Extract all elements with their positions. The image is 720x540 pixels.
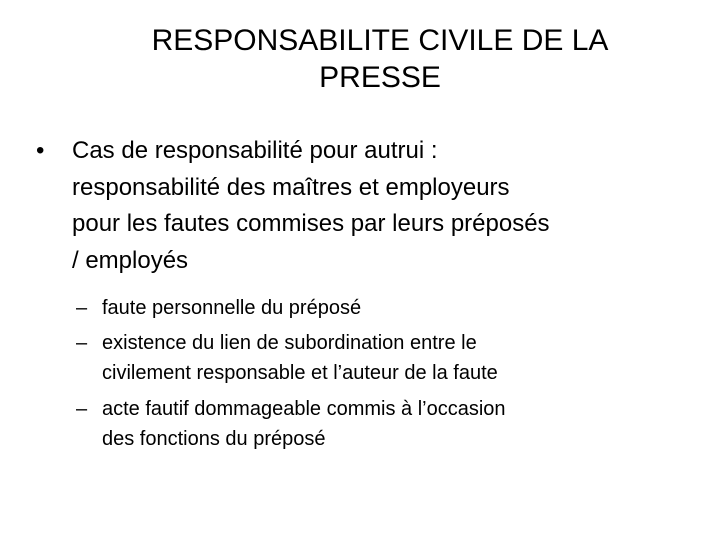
sub-bullet-line: civilement responsable et l’auteur de la faute <box>102 362 498 384</box>
main-bullet-line-3: pour les fautes commises par leurs préposés <box>72 210 550 237</box>
sub-bullet-item <box>76 293 676 323</box>
main-bullet-line-2: responsabilité des maîtres et employeurs <box>72 173 510 201</box>
sub-bullet-list <box>76 293 676 460</box>
sub-bullet-item <box>76 328 676 388</box>
slide-title <box>40 22 720 96</box>
title-line-1: RESPONSABILITE CIVILE DE LA <box>151 24 609 57</box>
dash-icon: – <box>76 297 88 319</box>
dash-icon: – <box>76 398 88 420</box>
sub-bullet-line: existence du lien de subordination entre le <box>102 332 477 354</box>
main-bullet-row <box>36 133 696 279</box>
main-bullet-line-1: Cas de responsabilité pour autrui : <box>72 137 438 164</box>
dash-icon: – <box>76 332 88 354</box>
sub-bullet-item <box>76 394 676 454</box>
bullet-dot-icon: • <box>36 137 45 164</box>
title-line-2: PRESSE <box>319 61 441 94</box>
sub-bullet-line: acte fautif dommageable commis à l’occasion <box>102 398 506 420</box>
main-bullet-line-4: / employés <box>72 246 189 274</box>
sub-bullet-line: faute personnelle du préposé <box>102 297 362 319</box>
sub-bullet-line: des fonctions du préposé <box>102 428 326 450</box>
main-bullet <box>36 133 696 279</box>
